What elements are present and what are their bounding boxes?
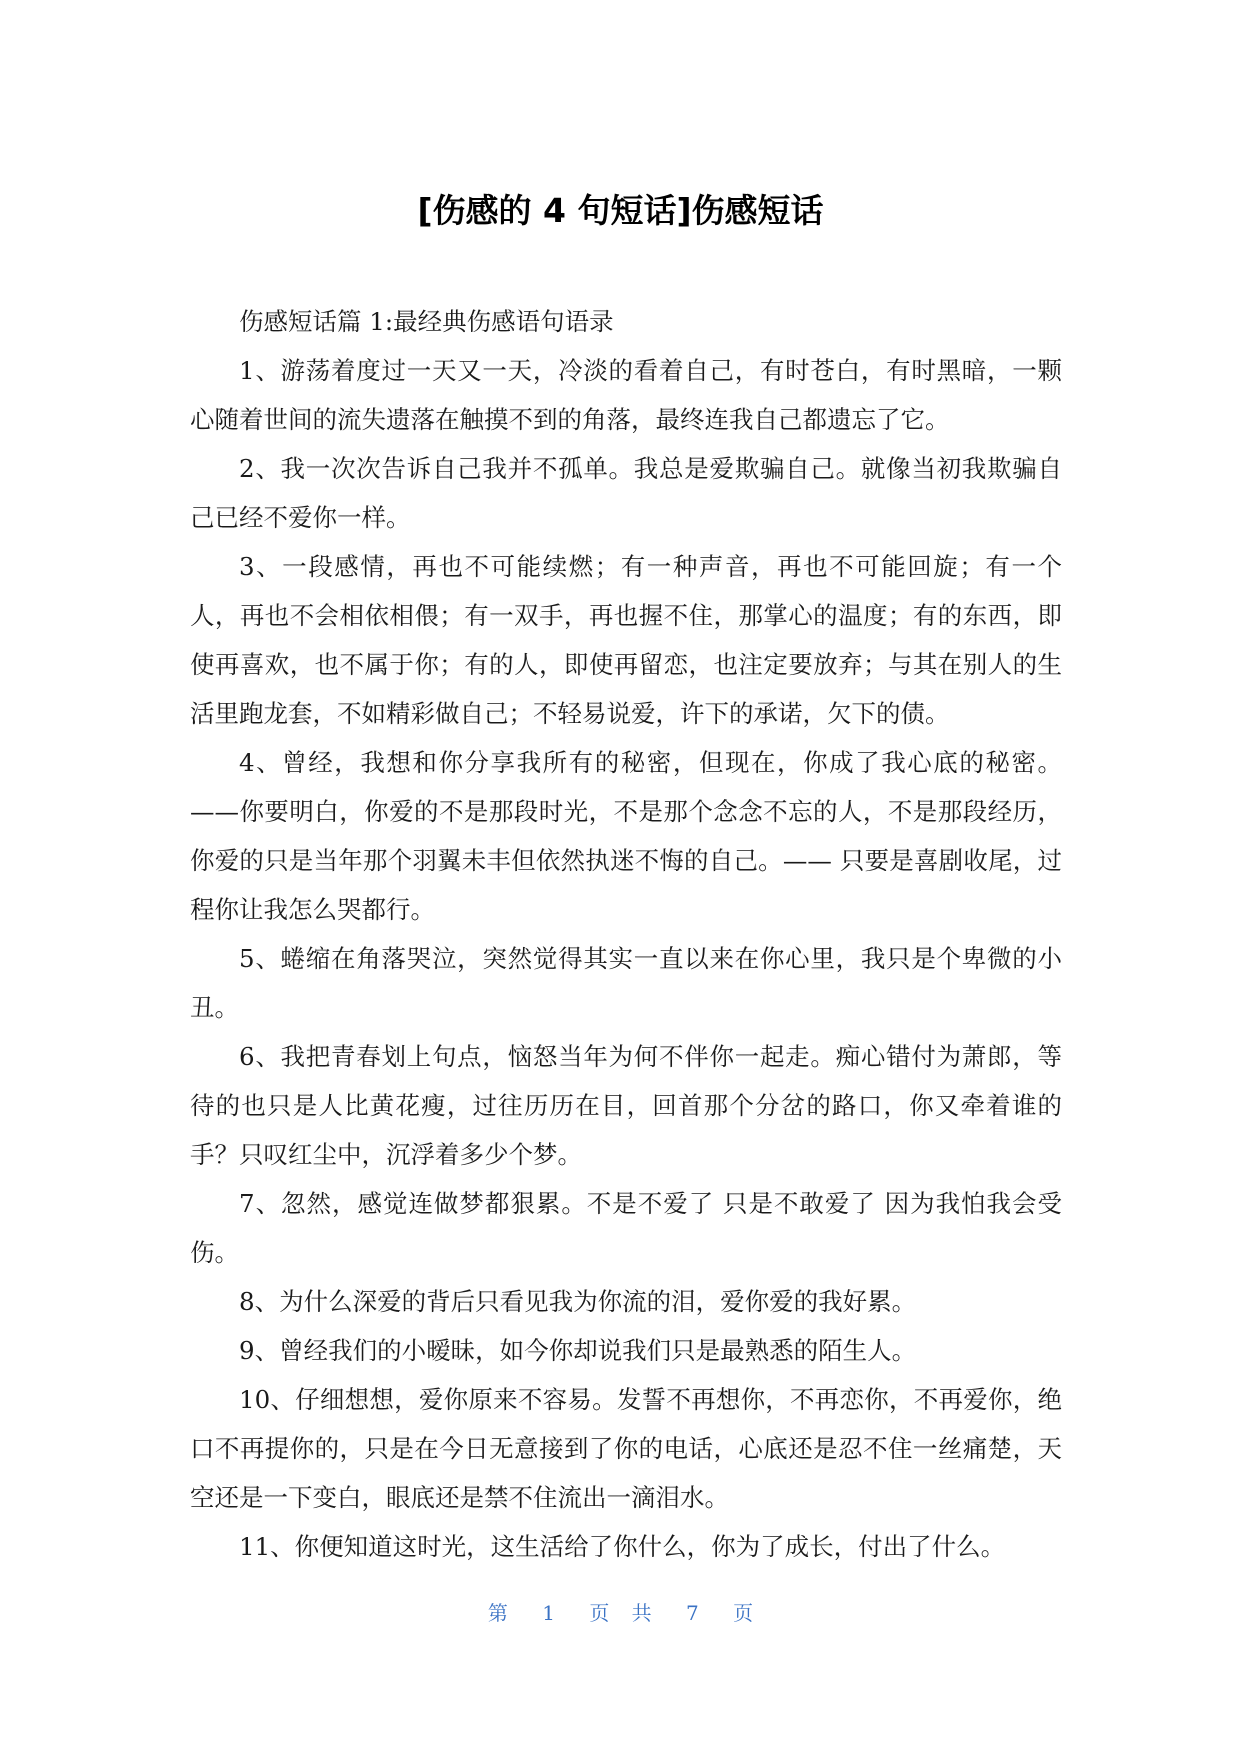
page-number-footer: [0, 1598, 1241, 1628]
paragraph-9: 9、曾经我们的小暧昧，如今你却说我们只是最熟悉的陌生人。: [239, 1336, 917, 1365]
footer-suffix: 页: [733, 1601, 754, 1625]
paragraph-8: 8、为什么深爱的背后只看见我为你流的泪，爱你爱的我好累。: [239, 1287, 917, 1316]
paragraph-10: 10、仔细想想，爱你原来不容易。发誓不再想你，不再恋你，不再爱你，绝口不再提你的，只是在今日无意接到了你的电话，心底还是忍不住一丝痛楚，天空还是一下变白，眼底还是禁不住流出一滴泪水。: [190, 1385, 1062, 1512]
paragraph-6: 6、我把青春划上句点，恼怒当年为何不伴你一起走。痴心错付为萧郎，等待的也只是人比黄花瘦，过往历历在目，回首那个分岔的路口，你又牵着谁的手？只叹红尘中，沉浮着多少个梦。: [190, 1042, 1062, 1169]
paragraph-4: 4、曾经，我想和你分享我所有的秘密，但现在，你成了我心底的秘密。——你要明白，你爱的不是那段时光，不是那个念念不忘的人，不是那段经历，你爱的只是当年那个羽翼未丰但依然执迷不悔的自己。—— 只要是喜剧收尾，过程你让我怎么哭都行。: [190, 748, 1062, 924]
document-title: [伤感的 4 句短话]伤感短话: [417, 191, 824, 230]
paragraph-1: 1、游荡着度过一天又一天，冷淡的看着自己，有时苍白，有时黑暗，一颗心随着世间的流失遗落在触摸不到的角落，最终连我自己都遗忘了它。: [190, 356, 1062, 434]
paragraph-2: 2、我一次次告诉自己我并不孤单。我总是爱欺骗自己。就像当初我欺骗自己已经不爱你一样。: [190, 454, 1062, 532]
section-heading: 伤感短话篇 1:最经典伤感语句语录: [239, 307, 614, 336]
paragraph-7: 7、忽然，感觉连做梦都狠累。不是不爱了 只是不敢爱了 因为我怕我会受伤。: [190, 1189, 1062, 1267]
footer-current-page: 1: [542, 1601, 555, 1625]
paragraph-3: 3、一段感情，再也不可能续燃；有一种声音，再也不可能回旋；有一个人，再也不会相依相偎；有一双手，再也握不住，那掌心的温度；有的东西，即使再喜欢，也不属于你；有的人，即使再留恋，也注定要放弃；与其在别人的生活里跑龙套，不如精彩做自己；不轻易说爱，许下的承诺，欠下的债。: [190, 552, 1062, 728]
footer-total-pages: 7: [686, 1601, 699, 1625]
document-body: [190, 297, 1062, 1571]
footer-middle: 页 共: [589, 1601, 652, 1625]
footer-prefix: 第: [487, 1601, 508, 1625]
paragraph-11: 11、你便知道这时光，这生活给了你什么，你为了成长，付出了什么。: [239, 1532, 1006, 1561]
paragraph-5: 5、蜷缩在角落哭泣，突然觉得其实一直以来在你心里，我只是个卑微的小丑。: [190, 944, 1062, 1022]
